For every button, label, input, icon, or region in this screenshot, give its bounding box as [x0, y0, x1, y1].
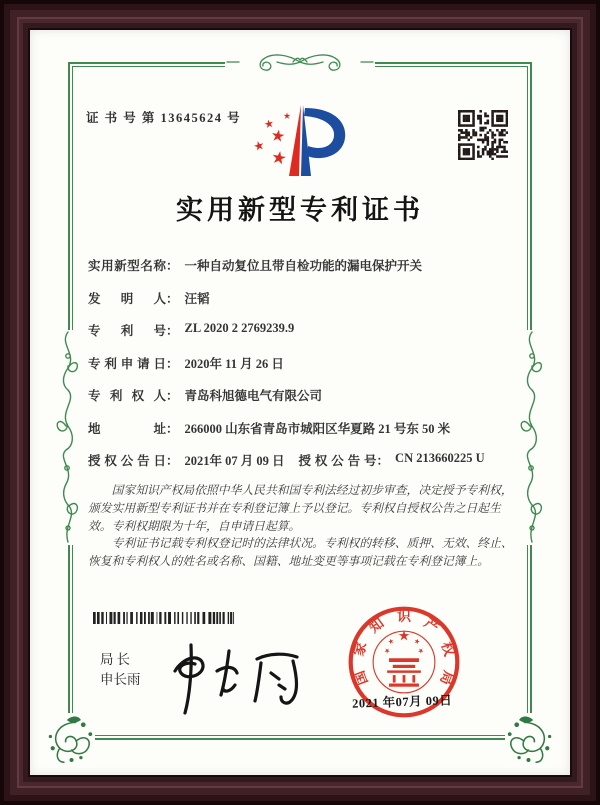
bottom-right-floral-ornament-icon: [505, 713, 559, 767]
field-value: 2020年 11 月 26 日: [184, 356, 284, 371]
field-value: 一种自动复位且带自检功能的漏电保护开关: [184, 259, 423, 273]
legal-paragraph: 专利证书记载专利权登记时的法律状况。专利权的转移、质押、无效、终止、恢复和专利权人的姓名或名称、国籍、地址变更等事项记载在专利登记簿上。: [88, 536, 513, 569]
grant-row: 授权公告日 ： 2021年 07 月 09 日 授权公告号 ： CN 213660225 U: [88, 451, 485, 468]
field-label: 发明人: [88, 291, 166, 306]
barcode: [93, 612, 237, 624]
field-value: ZL 2020 2 2769239.9: [184, 321, 295, 335]
top-scroll-ornament-icon: [225, 49, 375, 75]
bottom-left-floral-ornament-icon: [41, 713, 95, 767]
field-row: 地址 ： 266000 山东省青岛市城阳区华夏路 21 号东 50 米: [88, 419, 536, 452]
certificate-title: 实用新型专利证书: [176, 195, 424, 225]
field-row: 发明人 ： 汪韬: [88, 289, 536, 322]
director-title: 局长: [100, 652, 133, 667]
certificate-paper: [30, 30, 570, 775]
qr-code: [458, 110, 508, 160]
field-label: 专利申请日: [88, 356, 166, 371]
field-label: 实用新型名称: [88, 259, 166, 273]
director-signature: [157, 636, 317, 718]
field-list: [88, 256, 536, 484]
left-flourish-ornament-icon: [53, 330, 83, 545]
field-row: 实用新型名称 ： 一种自动复位且带自检功能的漏电保护开关: [88, 256, 536, 289]
grant-no-value: CN 213660225 U: [395, 451, 485, 465]
field-row: 专利申请日 ： 2020年 11 月 26 日: [88, 354, 536, 387]
cnipa-patent-logo-icon: [244, 100, 356, 180]
field-label: 地址: [88, 421, 166, 436]
national-emblem-icon: [383, 630, 424, 687]
grant-date-label: 授权公告日: [88, 454, 166, 468]
field-row: 专利号 ： ZL 2020 2 2769239.9: [88, 321, 295, 338]
director-name: 申长雨: [100, 672, 141, 687]
field-value: 266000 山东省青岛市城阳区华夏路 21 号东 50 米: [184, 421, 451, 436]
field-label: 专利权人: [88, 389, 166, 403]
field-value: 青岛科旭德电气有限公司: [184, 389, 323, 403]
field-value: 汪韬: [184, 291, 210, 306]
grant-date-value: 2021年 07 月 09 日: [184, 454, 285, 468]
seal-date: 2021 年07月 09日: [351, 693, 453, 711]
legal-text: [88, 482, 514, 571]
certificate-number: 证 书 号 第 13645624 号: [86, 111, 242, 125]
grant-no-label: 授权公告号: [298, 454, 377, 468]
legal-paragraph: 国家知识产权局依照中华人民共和国专利法经过初步审查，决定授予专利权，颁发实用新型专利证书并在专利登记簿上予以登记。专利权自授权公告之日起生效。专利权期限为十年，自申请日起算。: [88, 483, 513, 533]
seal-text: 国家知识产权局: [351, 608, 457, 687]
director-block: [100, 650, 141, 690]
field-label: 专利号: [88, 324, 166, 338]
field-row: 专利权人 ： 青岛科旭德电气有限公司: [88, 386, 536, 419]
